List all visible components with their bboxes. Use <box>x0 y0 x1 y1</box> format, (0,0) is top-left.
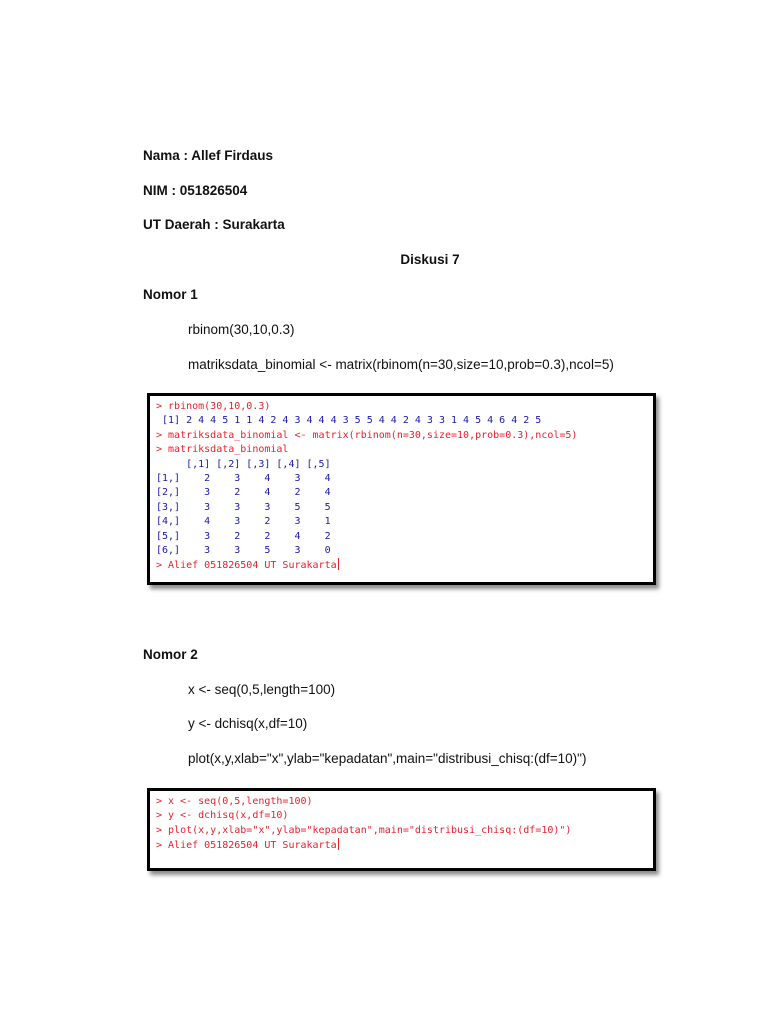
student-name: Nama : Allef Firdaus <box>143 148 274 163</box>
console-line: [1] 2 4 4 5 1 1 4 2 4 3 4 4 4 3 5 5 4 4 2 4 3 3 1 4 5 4 6 4 2 5 <box>156 415 542 427</box>
page-title: Diskusi 7 <box>400 252 460 267</box>
console-line: [1,] 2 3 4 3 4 <box>156 472 331 484</box>
console-line: [3,] 3 3 3 5 5 <box>156 501 331 513</box>
console-line: > Alief 051826504 UT Surakarta <box>156 840 337 852</box>
section1-heading: Nomor 1 <box>143 287 198 302</box>
r-console-screenshot-2 <box>147 788 656 871</box>
console-line: > y <- dchisq(x,df=10) <box>156 810 289 822</box>
console-line: > matriksdata_binomial <- matrix(rbinom(n=30,size=10,prob=0.3),ncol=5) <box>156 429 578 441</box>
console-line: > Alief 051826504 UT Surakarta <box>156 560 337 572</box>
console-line: [2,] 3 2 4 2 4 <box>156 487 331 499</box>
console-line: [4,] 4 3 2 3 1 <box>156 516 331 528</box>
text-cursor <box>338 838 339 850</box>
ut-region: UT Daerah : Surakarta <box>143 217 285 232</box>
console-line: [6,] 3 3 5 3 0 <box>156 544 331 556</box>
console-line: > x <- seq(0,5,length=100) <box>156 796 313 807</box>
console-line: > matriksdata_binomial <box>156 444 289 456</box>
console-line: > rbinom(30,10,0.3) <box>156 401 271 412</box>
console-line: [5,] 3 2 2 4 2 <box>156 530 331 542</box>
student-nim: NIM : 051826504 <box>143 183 248 198</box>
section2-heading: Nomor 2 <box>143 647 198 662</box>
console-line: [,1] [,2] [,3] [,4] [,5] <box>156 458 331 470</box>
section1-code-line-1: rbinom(30,10,0.3) <box>188 322 295 337</box>
section2-code-line-1: x <- seq(0,5,length=100) <box>188 682 336 697</box>
section2-code-line-3: plot(x,y,xlab="x",ylab="kepadatan",main="distribusi_chisq:(df=10)") <box>188 751 587 766</box>
text-cursor <box>338 558 339 570</box>
console-line: > plot(x,y,xlab="x",ylab="kepadatan",main="distribusi_chisq:(df=10)") <box>156 824 572 836</box>
r-console-screenshot-1 <box>147 393 656 585</box>
section2-code-line-2: y <- dchisq(x,df=10) <box>188 716 308 731</box>
section1-code-line-2: matriksdata_binomial <- matrix(rbinom(n=30,size=10,prob=0.3),ncol=5) <box>188 357 614 372</box>
